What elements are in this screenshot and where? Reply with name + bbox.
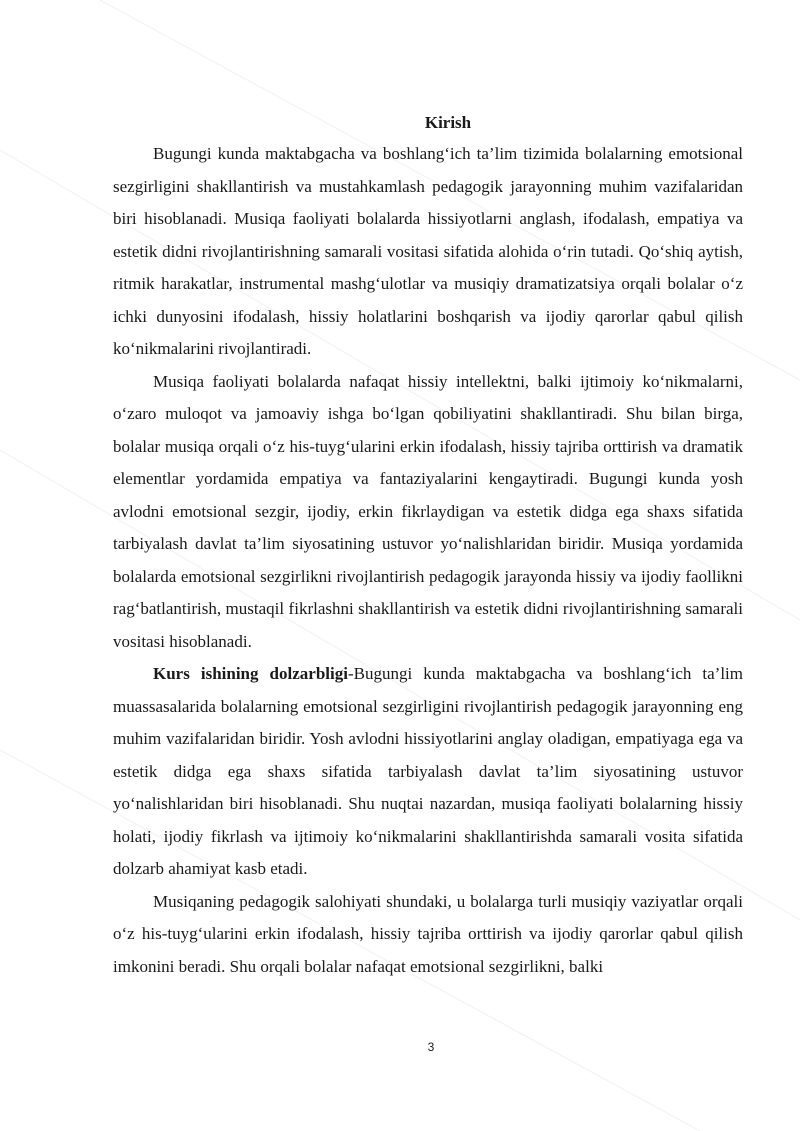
paragraph-intro: Bugungi kunda maktabgacha va boshlang‘ich ta’lim tizimida bolalarning emotsional sezgirligini shakllantirish va mustahkamlash pedagogik jarayonning muhim vazifalaridan biri hisoblanadi. Musiqa faoliyati bolalarda hissiyotlarni anglash, ifodalash, empatiya va estetik didni rivojlantirishning samarali vositasi sifatida alohida o‘rin tutadi. Qo‘shiq aytish, ritmik harakatlar, instrumental mashg‘ulotlar va musiqiy dramatizatsiya orqali bolalar o‘z ichki dunyosini ifodalash, hissiy holatlarini boshqarish va ijodiy qarorlar qabul qilish ko‘nikmalarini rivojlantiradi. bbox=[113, 144, 743, 358]
page-number: 3 bbox=[427, 1040, 435, 1054]
document-page bbox=[113, 110, 743, 983]
relevance-heading: Kurs ishining dolzarbligi bbox=[153, 664, 348, 683]
relevance-text: -Bugungi kunda maktabgacha va boshlang‘ich ta’lim muassasalarida bolalarning emotsional sezgirligini rivojlantirish pedagogik jarayonning eng muhim vazifalaridan biridir. Yosh avlodni hissiyotlarini anglay oladigan, empatiyaga ega va estetik didga ega shaxs sifatida tarbiyalash davlat ta’lim siyosatining ustuvor yo‘nalishlaridan biri hisoblanadi. Shu nuqtai nazardan, musiqa faoliyati bolalarning hissiy holati, ijodiy fikrlash va ijtimoiy ko‘nikmalarini shakllantirishda samarali vosita sifatida dolzarb ahamiyat kasb etadi. bbox=[113, 664, 743, 878]
paragraph-relevance bbox=[113, 658, 743, 886]
section-title: Kirish bbox=[424, 113, 472, 132]
paragraph-music-activity: Musiqa faoliyati bolalarda nafaqat hissiy intellektni, balki ijtimoiy ko‘nikmalarni, o‘zaro muloqot va jamoaviy ishga bo‘lgan qobiliyatini shakllantiradi. Shu bilan birga, bolalar musiqa orqali o‘z his-tuyg‘ularini erkin ifodalash, hissiy tajriba orttirish va dramatik elementlar yordamida empatiya va fantaziyalarini kengaytiradi. Bugungi kunda yosh avlodni emotsional sezgir, ijodiy, erkin fikrlaydigan va estetik didga ega shaxs sifatida tarbiyalash davlat ta’lim siyosatining ustuvor yo‘nalishlaridan biridir. Musiqa yordamida bolalarda emotsional sezgirlikni rivojlantirish pedagogik jarayonda hissiy va ijodiy faollikni rag‘batlantirish, mustaqil fikrlashni shakllantirish va estetik didni rivojlantirishning samarali vositasi hisoblanadi. bbox=[113, 371, 743, 651]
paragraph-pedagogical-potential: Musiqaning pedagogik salohiyati shundaki, u bolalarga turli musiqiy vaziyatlar orqali o‘z his-tuyg‘ularini erkin ifodalash, hissiy tajriba orttirish va ijodiy qarorlar qabul qilish imkonini beradi. Shu orqali bolalar nafaqat emotsional sezgirlikni, balki bbox=[113, 891, 743, 976]
